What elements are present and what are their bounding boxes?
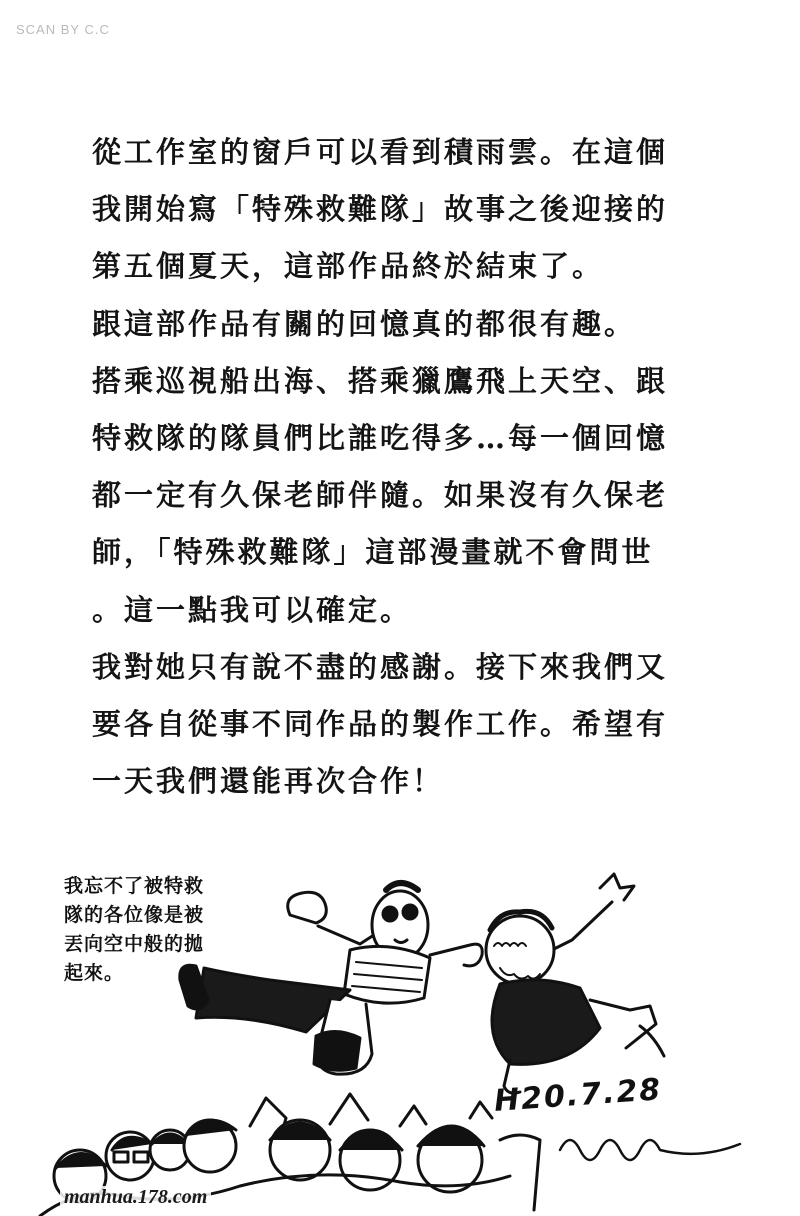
- text-line: 一天我們還能再次合作！: [92, 764, 445, 799]
- scan-credit: SCAN BY C.C: [16, 22, 110, 37]
- afterword-text: [92, 124, 732, 810]
- caption-line: 起來。: [64, 962, 125, 984]
- caption-line: 隊的各位像是被: [64, 904, 205, 926]
- signature-date: H20.7.28: [492, 1072, 664, 1119]
- text-line: 我開始寫「特殊救難隊」故事之後迎接的: [92, 192, 669, 227]
- caption-line: 我忘不了被特救: [64, 875, 205, 897]
- speech-caption: [64, 872, 284, 988]
- text-line: 都一定有久保老師伴隨。如果沒有久保老: [92, 478, 669, 513]
- text-line: 從工作室的窗戶可以看到積雨雲。在這個: [92, 135, 669, 169]
- text-line: 我對她只有說不盡的感謝。接下來我們又: [92, 649, 669, 684]
- text-line: 跟這部作品有關的回憶真的都很有趣。: [92, 306, 637, 341]
- text-line: 。這一點我可以確定。: [92, 592, 413, 627]
- tossed-person-right: [486, 874, 664, 1093]
- text-line: 師，「特殊救難隊」這部漫畫就不會問世: [92, 535, 654, 570]
- text-line: 第五個夏天，這部作品終於結束了。: [92, 249, 605, 284]
- site-watermark: manhua.178.com: [60, 1186, 211, 1209]
- text-line: 要各自從事不同作品的製作工作。希望有: [92, 706, 669, 741]
- text-line: 特救隊的隊員們比誰吃得多…每一個回憶: [92, 420, 669, 455]
- signature-stroke: [560, 1140, 740, 1160]
- text-line: 搭乘巡視船出海、搭乘獵鷹飛上天空、跟: [92, 363, 669, 398]
- caption-line: 丟向空中般的拋: [64, 933, 205, 955]
